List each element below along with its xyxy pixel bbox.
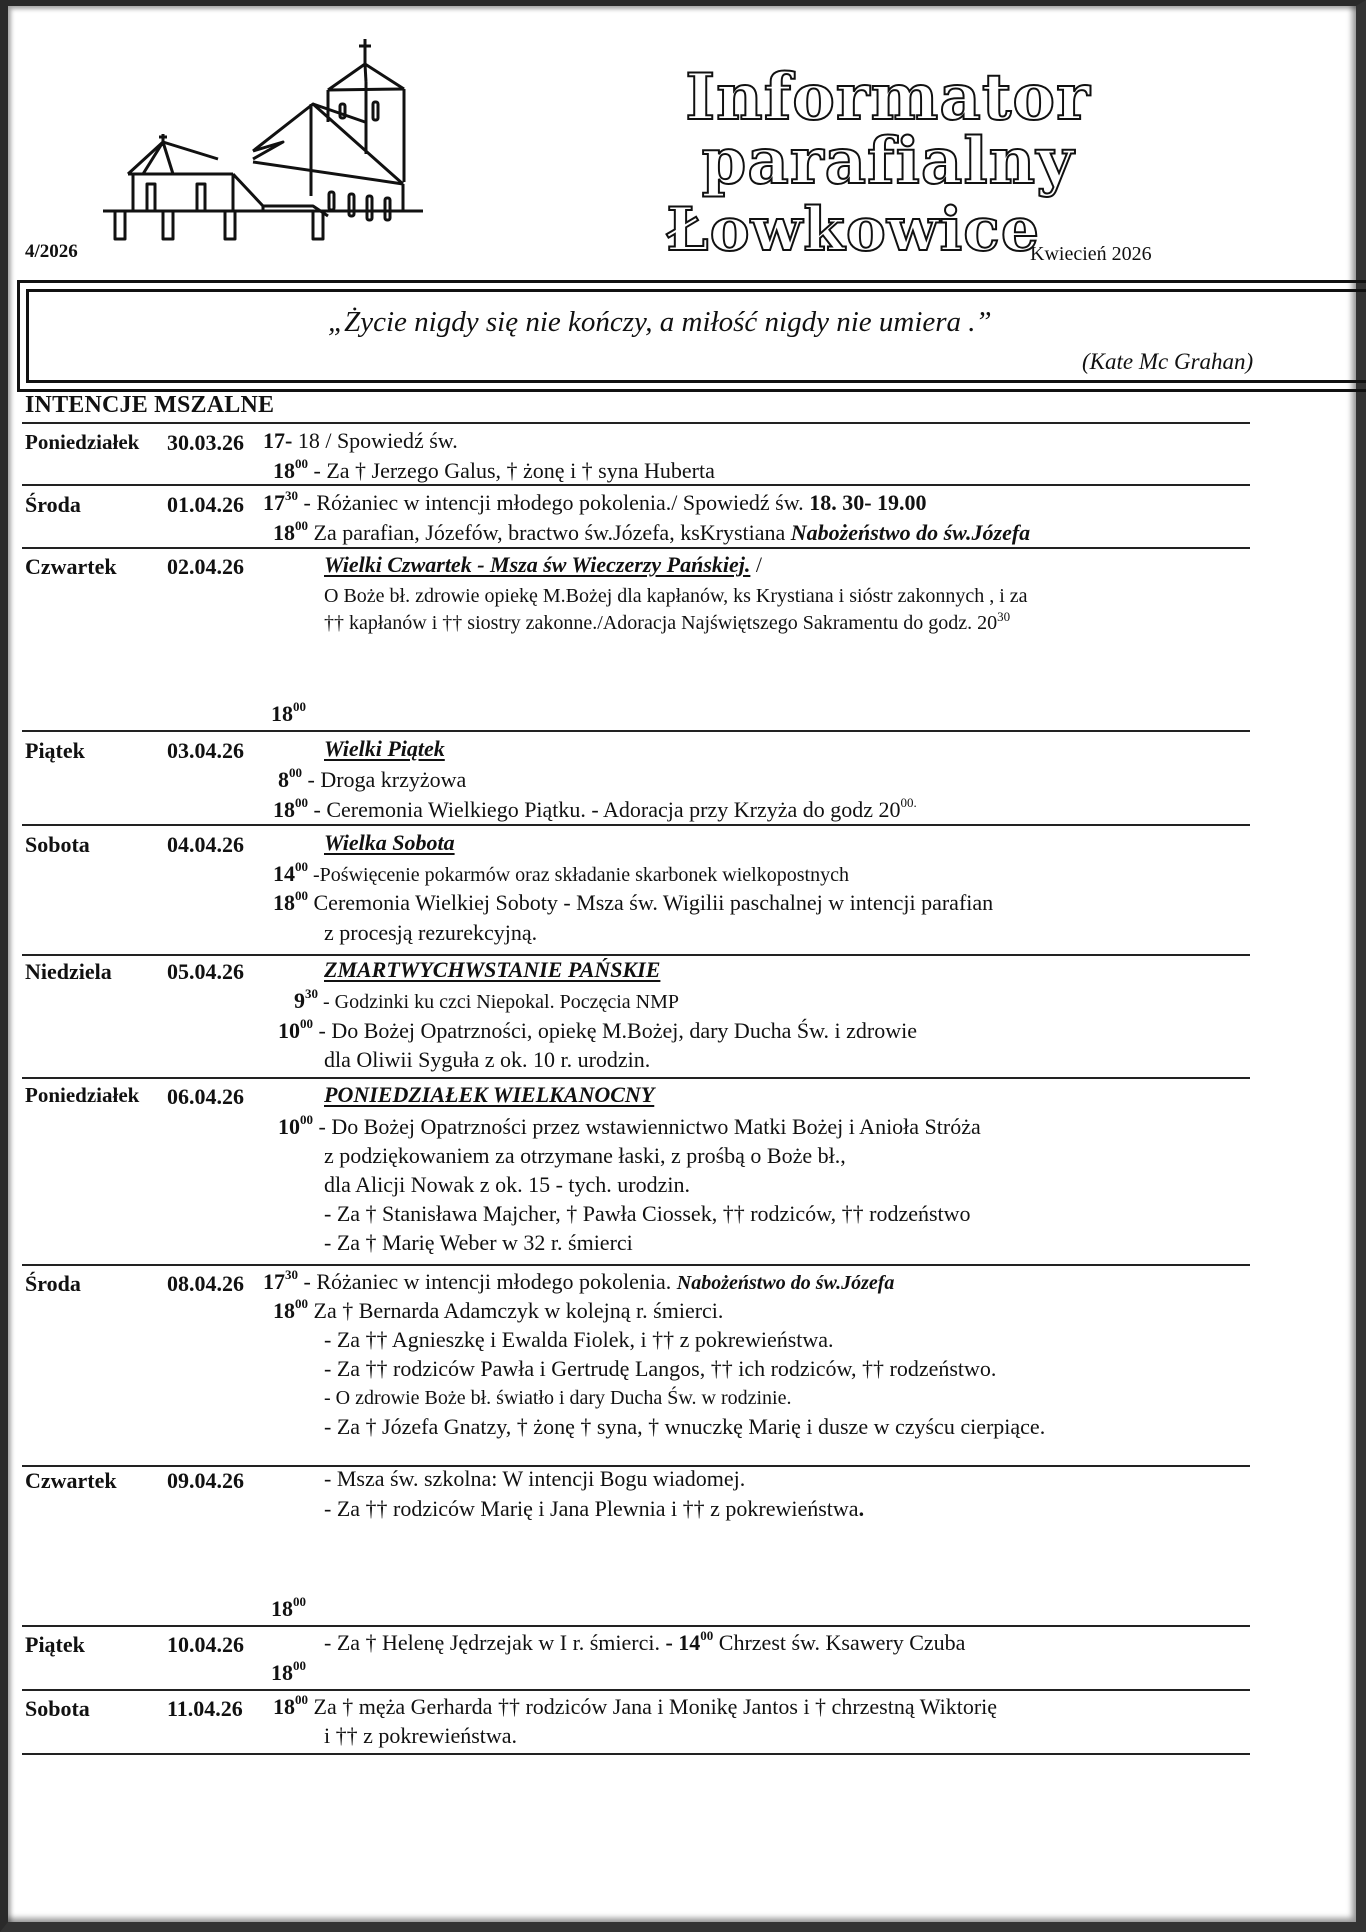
entry-line: O Boże bł. zdrowie opiekę M.Bożej dla kapłanów, ks Krystiana i sióstr zakonnych , i za (324, 585, 1028, 607)
entry-line: - Za †† rodziców Marię i Jana Plewnia i †† z pokrewieństwa. (324, 1496, 865, 1521)
divider (22, 1264, 1250, 1266)
divider (22, 547, 1250, 549)
entry-line: z podziękowaniem za otrzymane łaski, z prośbą o Boże bł., (324, 1143, 846, 1168)
entry-line: - Za † Marię Weber w 32 r. śmierci (324, 1230, 633, 1255)
entry-line: $9^{30}$ - Godzinki ku czci Niepokal. Poczęcia NMP (294, 986, 680, 1013)
entry-day: Sobota (25, 832, 90, 857)
entry-line: 17- 18 / Spowiedź św. (263, 428, 458, 453)
title-line-1: Informator parafialny (685, 60, 1091, 199)
entry-line: - Za †† Agnieszkę i Ewalda Fiolek, i †† z pokrewieństwa. (324, 1327, 834, 1352)
entry-date: 10.04.26 (167, 1632, 244, 1657)
divider (22, 1625, 1250, 1627)
entry-day: Środa (25, 492, 81, 517)
divider (22, 730, 1250, 732)
entry-line: dla Oliwii Syguła z ok. 10 r. urodzin. (324, 1047, 651, 1072)
entry-line: i †† z pokrewieństwa. (324, 1723, 518, 1748)
entry-date: 30.03.26 (167, 430, 244, 455)
divider (22, 1689, 1250, 1691)
entry-date: 03.04.26 (167, 738, 244, 763)
entry-line: $18^{00}$ Za † męża Gerharda †† rodziców Jana i Monikę Jantos i † chrzestną Wiktorię (273, 1692, 998, 1719)
quote-text: „Życie nigdy się nie kończy, a miłość nigdy nie umiera .” (328, 306, 992, 338)
entry-line: - Za † Józefa Gnatzy, † żonę † syna, † wnuczkę Marię i dusze w czyścu cierpiące. (324, 1414, 1046, 1439)
entry-line: $18^{00}$ Za parafian, Józefów, bractwo św.Józefa, ksKrystiana Nabożeństwo do św.Józefa (273, 518, 1031, 545)
entry-date: 09.04.26 (167, 1468, 244, 1493)
divider (22, 484, 1250, 486)
entry-line: $18^{00}$ Za † Bernarda Adamczyk w kolejną r. śmierci. (273, 1296, 724, 1323)
entry-line: $14^{00}$ -Poświęcenie pokarmów oraz składanie skarbonek wielkopostnych (273, 859, 849, 886)
entry-day: Sobota (25, 1696, 90, 1721)
entry-heading: Wielki Piątek (324, 736, 445, 761)
entry-line: - Za † Stanisława Majcher, † Pawła Ciossek, †† rodziców, †† rodzeństwo (324, 1201, 971, 1226)
entry-date: 11.04.26 (167, 1696, 243, 1721)
entry-date: 08.04.26 (167, 1271, 244, 1296)
entry-heading: Wielka Sobota (324, 830, 455, 855)
entry-line: $18^{00}$ (271, 1658, 306, 1685)
quote-author: (Kate Mc Grahan) (1082, 349, 1254, 374)
entry-line: $17^{30}$ - Różaniec w intencji młodego pokolenia./ Spowiedź św. 18. 30- 19.00 (263, 488, 927, 515)
entry-line: - Msza św. szkolna: W intencji Bogu wiadomej. (324, 1466, 746, 1491)
entry-line: $17^{30}$ - Różaniec w intencji młodego pokolenia. Nabożeństwo do św.Józefa (263, 1267, 895, 1294)
entry-line: $8^{00}$ - Droga krzyżowa (278, 765, 467, 792)
entry-line: †† kapłanów i †† siostry zakonne./Adoracja Najświętszego Sakramentu do godz. $20^{30}$ (324, 609, 1011, 634)
entry-line: $18^{00}$ (271, 699, 306, 726)
entry-line: $10^{00}$ - Do Bożej Opatrzności, opiekę M.Bożej, dary Ducha Św. i zdrowie (278, 1016, 918, 1043)
entry-day: Poniedziałek (25, 430, 140, 454)
issue-month: Kwiecień 2026 (1030, 243, 1152, 265)
section-title: INTENCJE MSZALNE (25, 392, 275, 418)
entry-date: 06.04.26 (167, 1084, 244, 1109)
entry-line: $18^{00}$ - Za † Jerzego Galus, † żonę i † syna Huberta (273, 456, 715, 483)
issue-number: 4/2026 (25, 241, 78, 262)
entry-line: - Za † Helenę Jędrzejak w I r. śmierci. - $14^{00}$ Chrzest św. Ksawery Czuba (324, 1628, 966, 1655)
entry-heading: Wielki Czwartek - Msza św Wieczerzy Pańskiej. / (324, 552, 762, 577)
entry-date: 01.04.26 (167, 492, 244, 517)
entry-heading: PONIEDZIAŁEK WIELKANOCNY (324, 1082, 655, 1107)
entry-date: 04.04.26 (167, 832, 244, 857)
church-drawing-icon (103, 34, 433, 244)
divider (22, 422, 1250, 424)
title-line-2: Łowkowice (665, 195, 1040, 265)
entry-date: 02.04.26 (167, 554, 244, 579)
entry-line: dla Alicji Nowak z ok. 15 - tych. urodzin. (324, 1172, 690, 1197)
entry-line: $18^{00}$ Ceremonia Wielkiej Soboty - Msza św. Wigilii paschalnej w intencji parafian (273, 888, 994, 915)
divider (22, 824, 1250, 826)
entry-line: $18^{00}$ (271, 1594, 306, 1621)
entry-line: - O zdrowie Boże bł. światło i dary Ducha Św. w rodzinie. (324, 1387, 792, 1409)
entry-heading: ZMARTWYCHWSTANIE PAŃSKIE (324, 957, 661, 982)
divider (22, 1077, 1250, 1079)
entry-day: Piątek (25, 738, 85, 763)
entry-date: 05.04.26 (167, 959, 244, 984)
entry-day: Piątek (25, 1632, 85, 1657)
entry-line: - Za †† rodziców Pawła i Gertrudę Langos, †† ich rodziców, †† rodzeństwo. (324, 1356, 997, 1381)
entry-line: $10^{00}$ - Do Bożej Opatrzności przez wstawiennictwo Matki Bożej i Anioła Stróża (278, 1112, 981, 1139)
divider (22, 1753, 1250, 1755)
entry-day: Czwartek (25, 554, 117, 579)
entry-day: Poniedziałek (25, 1083, 140, 1107)
entry-day: Czwartek (25, 1468, 117, 1493)
bulletin-title (508, 60, 1268, 265)
entry-line: z procesją rezurekcyjną. (324, 920, 538, 945)
entry-day: Niedziela (25, 959, 112, 984)
entry-line: $18^{00}$ - Ceremonia Wielkiego Piątku. - Adoracja przy Krzyża do godz $20^{00.}$ (273, 795, 917, 822)
divider (22, 954, 1250, 956)
entry-day: Środa (25, 1271, 81, 1296)
